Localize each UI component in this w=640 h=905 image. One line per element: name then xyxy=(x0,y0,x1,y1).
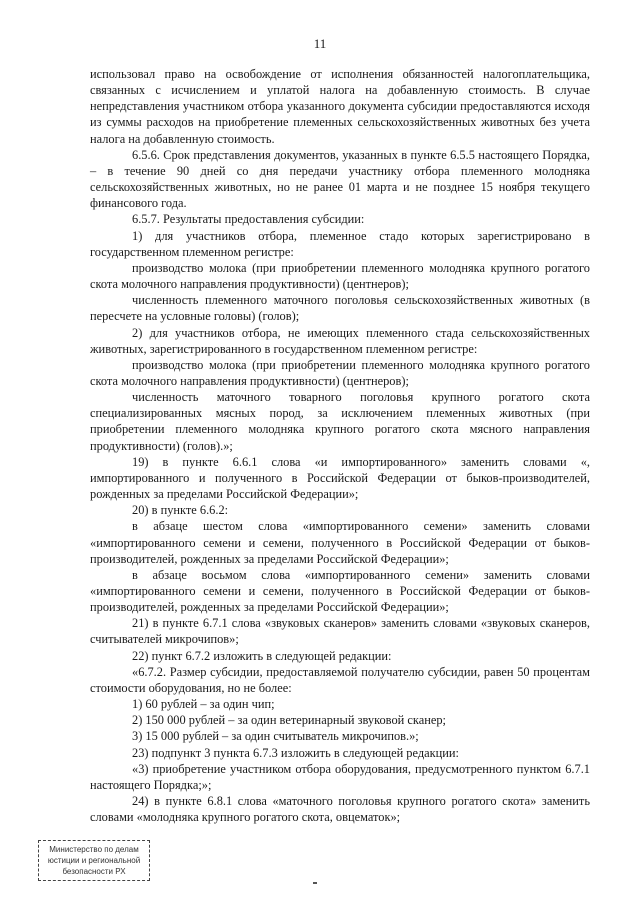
stamp-line: Министерство по делам xyxy=(49,845,139,854)
paragraph: 23) подпункт 3 пункта 6.7.3 изложить в следующей редакции: xyxy=(132,745,459,760)
paragraph: 6.5.6. Срок представления документов, указанных в пункте 6.5.5 настоящего Порядка, – в течение 90 дней со дня передачи участнику отбора племенного молодняка сельскохозяйственных животных, но не ранее 01 марта и не позднее 15 ноября текущего финансового года. xyxy=(90,147,590,211)
paragraph: «3) приобретение участником отбора оборудования, предусмотренного пунктом 6.7.1 настоящего Порядка;»; xyxy=(90,761,590,792)
stamp-line: юстиции и региональной xyxy=(47,856,141,865)
paragraph: «6.7.2. Размер субсидии, предоставляемой получателю субсидии, равен 50 процентам стоимости оборудования, но не более: xyxy=(90,664,590,695)
paragraph: 22) пункт 6.7.2 изложить в следующей редакции: xyxy=(132,648,392,663)
paragraph: 19) в пункте 6.6.1 слова «и импортированного» заменить словами «, импортированного и полученного в Российской Федерации от быков-производителей, рожденных за пределами Российской Федерации»; xyxy=(90,454,590,502)
page-number: 11 xyxy=(313,36,327,51)
paragraph: в абзаце восьмом слова «импортированного семени» заменить словами «импортированного семени и семени, полученного в Российской Федерации от быков-производителей, рожденных за пределами Российской Федерации»; xyxy=(90,567,590,615)
page-mark xyxy=(313,882,317,884)
paragraph: численность племенного маточного поголовья сельскохозяйственных животных (в пересчете на условные головы) (голов); xyxy=(90,293,590,324)
paragraph: в абзаце шестом слова «импортированного семени» заменить словами «импортированного семени и семени, полученного в Российской Федерации от быков-производителей, рожденных за пределами Российской Федерации»; xyxy=(90,519,590,566)
paragraph: 21) в пункте 6.7.1 слова «звуковых сканеров» заменить словами «звуковых сканеров, считывателей микрочипов»; xyxy=(90,616,590,647)
paragraph: 2) для участников отбора, не имеющих племенного стада сельскохозяйственных животных, зарегистрированного в государственном племенном регистре: xyxy=(90,325,590,356)
stamp-line: безопасности РХ xyxy=(62,867,126,876)
paragraph: использовал право на освобождение от исполнения обязанностей налогоплательщика, связанных с исчислением и уплатой налога на добавленную стоимость. В случае непредставления участником отбора указанного документа субсидии предоставляются исходя из суммы расходов на приобретение племенных сельскохозяйственных животных без учета налога на добавленную стоимость. xyxy=(90,67,590,146)
paragraph: 1) для участников отбора, племенное стадо которых зарегистрировано в государственном племенном регистре: xyxy=(90,228,590,259)
paragraph: 1) 60 рублей – за один чип; xyxy=(132,697,275,712)
paragraph: 20) в пункте 6.6.2: xyxy=(132,503,229,518)
document-body xyxy=(90,66,590,825)
paragraph: 2) 150 000 рублей – за один ветеринарный звуковой сканер; xyxy=(132,713,446,728)
paragraph: 3) 15 000 рублей – за один считыватель микрочипов.»; xyxy=(132,729,419,744)
registration-stamp xyxy=(38,840,150,881)
paragraph: производство молока (при приобретении племенного молодняка крупного рогатого скота молочного направления продуктивности) (центнеров); xyxy=(90,260,590,292)
paragraph: 24) в пункте 6.8.1 слова «маточного поголовья крупного рогатого скота» заменить словами «молодняка крупного рогатого скота, овцематок»; xyxy=(90,794,590,825)
paragraph: 6.5.7. Результаты предоставления субсидии: xyxy=(132,212,365,227)
paragraph: производство молока (при приобретении племенного молодняка крупного рогатого скота молочного направления продуктивности) (центнеров); xyxy=(90,357,590,388)
paragraph: численность маточного товарного поголовья крупного рогатого скота специализированных мясных пород, за исключением племенных животных (при приобретении племенного молодняка крупного рогатого скота мясного направления продуктивности) (голов).»; xyxy=(90,390,590,453)
